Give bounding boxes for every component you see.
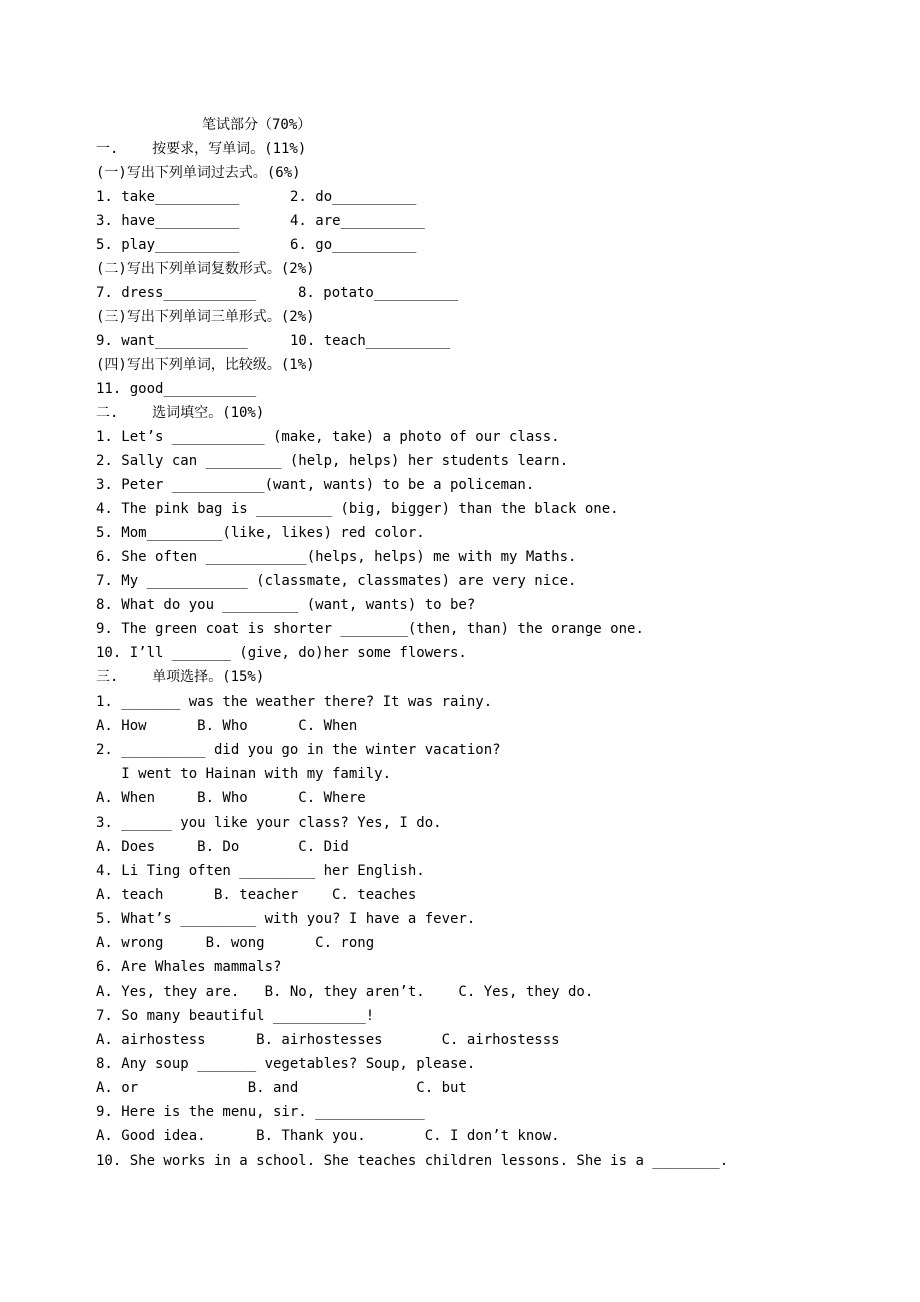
fill-blank-item: 8. What do you _________ (want, wants) to be? <box>96 597 476 613</box>
fill-blank-item: 4. The pink bag is _________ (big, bigger) than the black one. <box>96 501 619 517</box>
question-line: 7. So many beautiful ___________! <box>96 1008 375 1024</box>
options-line: A. Good idea. B. Thank you. C. I don’t know. <box>96 1128 560 1144</box>
word-item: 7. dress___________ <box>96 285 257 301</box>
section-1-heading: 一. 按要求，写单词。(11%) <box>96 141 307 157</box>
section-3-heading: 三. 单项选择。(15%) <box>96 669 265 685</box>
fill-blank-item: 6. She often ____________(helps, helps) me with my Maths. <box>96 549 577 565</box>
fill-blank-item: 5. Mom_________(like, likes) red color. <box>96 525 425 541</box>
options-line: A. Does B. Do C. Did <box>96 839 349 855</box>
word-item: 10. teach__________ <box>290 333 451 349</box>
fill-blank-item: 7. My ____________ (classmate, classmates) are very nice. <box>96 573 577 589</box>
options-line: A. Yes, they are. B. No, they aren’t. C. Yes, they do. <box>96 984 594 1000</box>
word-item: 6. go__________ <box>290 237 417 253</box>
word-item: 8. potato__________ <box>298 285 459 301</box>
section-1-sub-4: (四)写出下列单词，比较级。(1%) <box>96 357 315 373</box>
fill-blank-item: 9. The green coat is shorter ________(then, than) the orange one. <box>96 621 644 637</box>
question-line: 9. Here is the menu, sir. _____________ <box>96 1104 425 1120</box>
question-line: 1. _______ was the weather there? It was rainy. <box>96 694 493 710</box>
question-line: 10. She works in a school. She teaches children lessons. She is a ________. <box>96 1153 729 1169</box>
word-item: 11. good___________ <box>96 381 257 397</box>
question-line: I went to Hainan with my family. <box>96 766 392 782</box>
options-line: A. How B. Who C. When <box>96 718 358 734</box>
section-1-sub-2: (二)写出下列单词复数形式。(2%) <box>96 261 315 277</box>
page-title: 笔试部分（70%） <box>202 117 312 133</box>
fill-blank-item: 2. Sally can _________ (help, helps) her students learn. <box>96 453 569 469</box>
question-line: 8. Any soup _______ vegetables? Soup, please. <box>96 1056 476 1072</box>
section-2-heading: 二. 选词填空。(10%) <box>96 405 265 421</box>
question-line: 6. Are Whales mammals? <box>96 959 282 975</box>
word-item: 3. have__________ <box>96 213 240 229</box>
word-item: 9. want___________ <box>96 333 248 349</box>
fill-blank-item: 3. Peter ___________(want, wants) to be a policeman. <box>96 477 535 493</box>
question-line: 2. __________ did you go in the winter vacation? <box>96 742 501 758</box>
options-line: A. When B. Who C. Where <box>96 790 366 806</box>
question-line: 4. Li Ting often _________ her English. <box>96 863 425 879</box>
question-line: 3. ______ you like your class? Yes, I do. <box>96 815 442 831</box>
word-item: 5. play__________ <box>96 237 240 253</box>
question-line: 5. What’s _________ with you? I have a fever. <box>96 911 476 927</box>
section-1-sub-1: (一)写出下列单词过去式。(6%) <box>96 165 301 181</box>
fill-blank-item: 10. I’ll _______ (give, do)her some flowers. <box>96 645 467 661</box>
word-item: 4. are__________ <box>290 213 425 229</box>
word-item: 2. do__________ <box>290 189 417 205</box>
options-line: A. or B. and C. but <box>96 1080 467 1096</box>
options-line: A. wrong B. wong C. rong <box>96 935 375 951</box>
fill-blank-item: 1. Let’s ___________ (make, take) a photo of our class. <box>96 429 560 445</box>
options-line: A. airhostess B. airhostesses C. airhostesss <box>96 1032 560 1048</box>
word-item: 1. take__________ <box>96 189 240 205</box>
options-line: A. teach B. teacher C. teaches <box>96 887 417 903</box>
section-1-sub-3: (三)写出下列单词三单形式。(2%) <box>96 309 315 325</box>
